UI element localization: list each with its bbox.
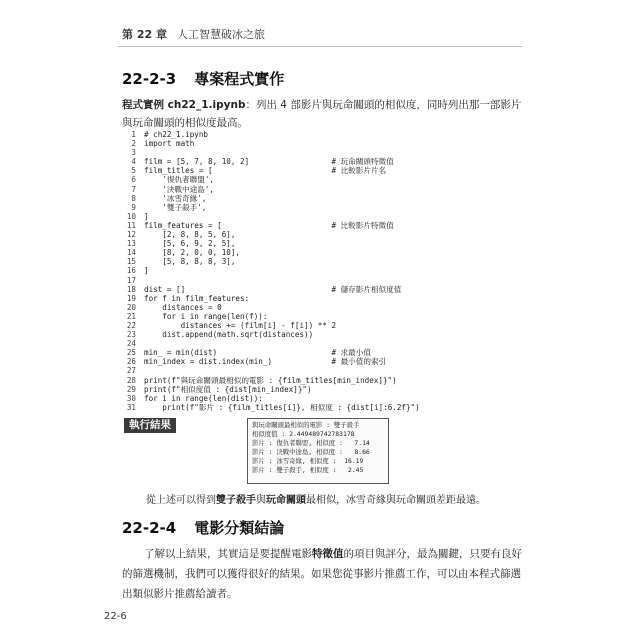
line-number: 6 bbox=[131, 175, 136, 185]
code-line bbox=[122, 157, 522, 166]
conclusion-part: 最相似，冰雪奇緣與玩命關頭差距最遠。 bbox=[306, 495, 486, 506]
code-text: '冰雪奇緣', bbox=[144, 193, 207, 203]
output-box bbox=[247, 418, 389, 484]
code-text: for i in range(len(dist)): bbox=[144, 393, 263, 403]
line-number: 3 bbox=[131, 148, 136, 158]
code-text: '復仇者聯盟', bbox=[144, 175, 214, 185]
code-line bbox=[122, 148, 522, 157]
section-heading-22-2-3 bbox=[122, 68, 284, 89]
conclusion-bold: 玩命關頭 bbox=[266, 495, 306, 506]
line-number: 31 bbox=[126, 402, 136, 412]
code-line bbox=[122, 321, 522, 330]
code-line bbox=[122, 276, 522, 285]
code-text: dist.append(math.sqrt(distances)) bbox=[144, 330, 314, 340]
code-line bbox=[122, 339, 522, 348]
output-line: 相似度值 : 2.449489742783178 bbox=[252, 430, 355, 438]
output-line: 影片 : 冰雪奇緣, 相似度 : 16.19 bbox=[252, 457, 364, 465]
code-line bbox=[122, 185, 522, 194]
header-divider bbox=[118, 46, 522, 47]
output-line: 影片 : 雙子殺手, 相似度 : 2.45 bbox=[252, 466, 364, 474]
code-text: import math bbox=[144, 139, 195, 149]
section-heading-22-2-4 bbox=[122, 517, 284, 538]
code-line bbox=[122, 212, 522, 221]
page-number: 22-6 bbox=[104, 611, 127, 622]
code-line bbox=[122, 385, 522, 394]
line-number: 12 bbox=[126, 230, 136, 240]
line-number: 21 bbox=[126, 311, 136, 321]
code-text: film = [5, 7, 8, 10, 2] # 玩命關頭特徵值 bbox=[144, 157, 394, 167]
code-line bbox=[122, 303, 522, 312]
output-line: 與玩命關頭最相似的電影 : 雙子殺手 bbox=[252, 421, 360, 429]
code-text: min_index = dist.index(min_) # 最小值的索引 bbox=[144, 357, 387, 367]
line-number: 30 bbox=[126, 393, 136, 403]
chapter-title: 人工智慧破冰之旅 bbox=[176, 28, 265, 41]
code-line bbox=[122, 139, 522, 148]
code-text: ] bbox=[144, 266, 149, 276]
example-label: 程式實例 ch22_1.ipynb bbox=[122, 99, 246, 111]
code-text: [5, 6, 9, 2, 5], bbox=[144, 239, 236, 249]
section-number: 22-2-3 bbox=[122, 70, 177, 88]
line-number: 25 bbox=[126, 348, 136, 358]
code-text: for f in film_features: bbox=[144, 293, 250, 303]
code-line bbox=[122, 376, 522, 385]
section-title: 專案程式實作 bbox=[194, 70, 285, 88]
code-line bbox=[122, 366, 522, 375]
code-text: film_titles = [ # 比較影片片名 bbox=[144, 166, 387, 176]
line-number: 22 bbox=[126, 320, 136, 330]
code-line bbox=[122, 348, 522, 357]
code-line bbox=[122, 357, 522, 366]
code-line bbox=[122, 221, 522, 230]
code-text: # ch22_1.ipynb bbox=[144, 130, 209, 139]
example-description: ：列出 4 部影片與玩命關頭的相似度，同時列出那一部影片與玩命關頭的相似度最高。 bbox=[122, 99, 522, 129]
line-number: 20 bbox=[126, 302, 136, 312]
code-listing bbox=[122, 130, 522, 412]
code-line bbox=[122, 330, 522, 339]
code-text: distances += (film[i] - f[i]) ** 2 bbox=[144, 320, 337, 330]
code-line bbox=[122, 403, 522, 412]
running-header bbox=[122, 26, 265, 42]
line-number: 28 bbox=[126, 375, 136, 385]
line-number: 11 bbox=[126, 220, 136, 230]
code-line bbox=[122, 294, 522, 303]
example-intro bbox=[122, 96, 522, 132]
section-number: 22-2-4 bbox=[122, 519, 177, 537]
line-number: 13 bbox=[126, 239, 136, 249]
chapter-number: 第 22 章 bbox=[122, 28, 167, 41]
line-number: 23 bbox=[126, 330, 136, 340]
code-line bbox=[122, 285, 522, 294]
code-line bbox=[122, 203, 522, 212]
paragraph-bold: 特徵值 bbox=[312, 548, 344, 560]
line-number: 9 bbox=[131, 202, 136, 212]
line-number: 14 bbox=[126, 248, 136, 258]
code-text: '雙子殺手', bbox=[144, 202, 207, 212]
line-number: 7 bbox=[131, 184, 136, 194]
line-number: 2 bbox=[131, 139, 136, 149]
code-line bbox=[122, 266, 522, 275]
code-line bbox=[122, 175, 522, 184]
line-number: 19 bbox=[126, 293, 136, 303]
code-text: print(f"影片 : {film_titles[i]}, 相似度 : {dist[i]:6.2f}") bbox=[144, 402, 420, 412]
code-line bbox=[122, 394, 522, 403]
line-number: 4 bbox=[131, 157, 136, 167]
code-text: [5, 8, 8, 8, 3], bbox=[144, 257, 236, 267]
code-line bbox=[122, 257, 522, 266]
code-text: print(f"與玩命關頭最相似的電影 : {film_titles[min_index]}") bbox=[144, 375, 397, 385]
body-paragraph bbox=[122, 544, 522, 604]
line-number: 10 bbox=[126, 211, 136, 221]
code-text: print(f"相似度值 : {dist[min_index]}") bbox=[144, 384, 312, 394]
code-line bbox=[122, 239, 522, 248]
code-line bbox=[122, 248, 522, 257]
code-text: film_features = [ # 比較影片特徵值 bbox=[144, 220, 394, 230]
line-number: 29 bbox=[126, 384, 136, 394]
run-result-badge: 執行結果 bbox=[124, 418, 176, 433]
code-text: [2, 8, 8, 5, 6], bbox=[144, 230, 236, 240]
line-number: 15 bbox=[126, 257, 136, 267]
line-number: 16 bbox=[126, 266, 136, 276]
output-line: 影片 : 復仇者聯盟, 相似度 : 7.14 bbox=[252, 439, 370, 447]
conclusion-bold: 雙子殺手 bbox=[216, 495, 256, 506]
line-number: 24 bbox=[126, 339, 136, 349]
line-number: 26 bbox=[126, 357, 136, 367]
section-title: 電影分類結論 bbox=[194, 519, 285, 537]
code-text: distances = 0 bbox=[144, 302, 222, 312]
conclusion-part: 從上述可以得到 bbox=[146, 495, 216, 506]
code-text: dist = [] # 儲存影片相似度值 bbox=[144, 284, 402, 294]
line-number: 1 bbox=[131, 130, 136, 139]
code-line bbox=[122, 194, 522, 203]
code-text: for i in range(len(f)): bbox=[144, 311, 268, 321]
output-line: 影片 : 決戰中途島, 相似度 : 8.66 bbox=[252, 448, 370, 456]
code-line bbox=[122, 230, 522, 239]
line-number: 18 bbox=[126, 284, 136, 294]
line-number: 27 bbox=[126, 366, 136, 376]
line-number: 5 bbox=[131, 166, 136, 176]
paragraph-part: 的項目與評分，最為關鍵，只要有良好的篩選機制，我們可以獲得很好的結果。如果您從事影片推薦工作，可以由本程式篩選出類似影片推薦給讀者。 bbox=[122, 548, 522, 600]
code-line bbox=[122, 312, 522, 321]
conclusion-text bbox=[146, 491, 526, 506]
code-text: ] bbox=[144, 211, 149, 221]
conclusion-part: 與 bbox=[256, 495, 266, 506]
line-number: 17 bbox=[126, 275, 136, 285]
code-text: min_ = min(dist) # 求最小值 bbox=[144, 348, 371, 358]
code-text: [8, 2, 0, 0, 10], bbox=[144, 248, 241, 258]
code-text: '決戰中途島', bbox=[144, 184, 214, 194]
paragraph-part: 了解以上結果，其實這是要提醒電影 bbox=[144, 548, 312, 560]
line-number: 8 bbox=[131, 193, 136, 203]
code-line bbox=[122, 130, 522, 139]
